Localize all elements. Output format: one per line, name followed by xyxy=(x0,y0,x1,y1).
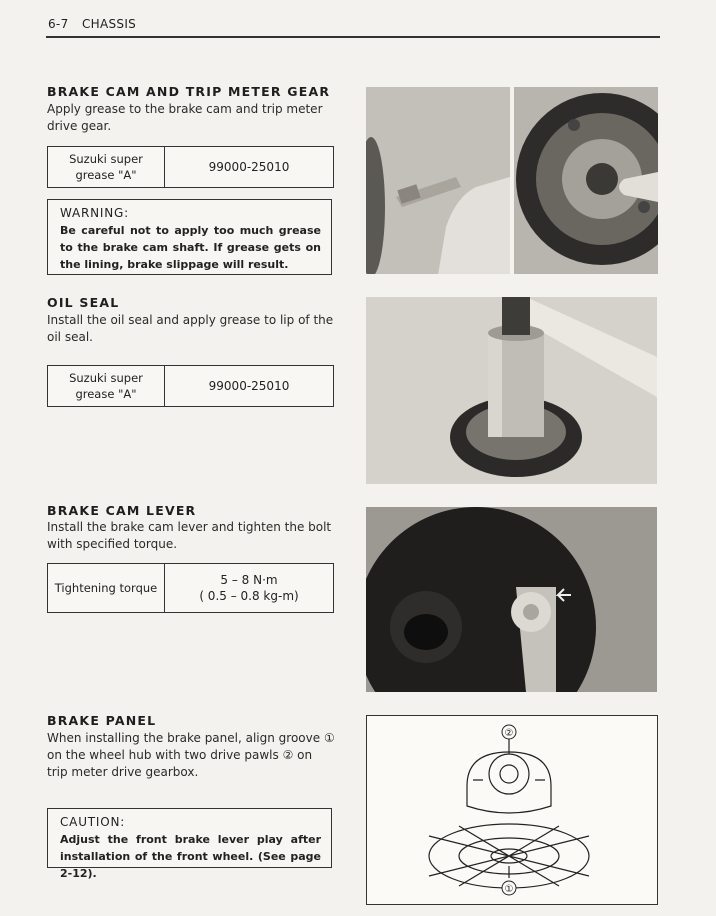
brake-panel-diagram xyxy=(366,715,658,905)
spec-label-line1: Suzuki super xyxy=(69,152,143,166)
brake-cam-text: Apply grease to the brake cam and trip meter drive gear. xyxy=(47,102,323,133)
oil-seal-grease-spec xyxy=(47,365,334,407)
spec-value xyxy=(165,564,333,612)
callout-1: ① xyxy=(504,884,514,895)
photo-trip-meter-gear xyxy=(514,87,658,274)
page-number: 6-7 xyxy=(48,17,69,31)
photo-cam-lever xyxy=(366,507,657,692)
spec-value: 99000-25010 xyxy=(208,379,290,393)
callout-2: ② xyxy=(504,728,514,739)
caution-title: CAUTION: xyxy=(60,815,126,829)
cam-lever-text: Install the brake cam lever and tighten the bolt with specified torque. xyxy=(47,520,332,551)
torque-nm: 5 – 8 N·m xyxy=(220,573,278,587)
spec-value: 99000-25010 xyxy=(208,160,290,174)
brake-cam-heading: BRAKE CAM AND TRIP METER GEAR xyxy=(47,84,331,99)
spec-label-line2: grease "A" xyxy=(75,387,137,401)
page-header xyxy=(46,14,660,38)
section-title: CHASSIS xyxy=(82,17,137,31)
cam-lever-heading: BRAKE CAM LEVER xyxy=(47,503,197,518)
spec-label: Tightening torque xyxy=(48,564,165,612)
spec-label xyxy=(48,366,165,406)
caution-box xyxy=(47,808,332,880)
oil-seal-text: Install the oil seal and apply grease to lip of the oil seal. xyxy=(47,313,334,344)
brake-panel-text: When installing the brake panel, align groove ① on the wheel hub with two drive pawls ② on trip meter drive gearbox. xyxy=(47,731,335,779)
warning-text: Be careful not to apply too much grease to the brake cam shaft. If grease gets on the lining, brake slippage will result. xyxy=(60,224,321,271)
spec-label-line2: grease "A" xyxy=(75,168,137,182)
torque-spec xyxy=(47,563,334,613)
caution-text: Adjust the front brake lever play after installation of the front wheel. (See page 2-12). xyxy=(60,833,321,880)
photo-brake-cam xyxy=(366,87,510,274)
oil-seal-heading: OIL SEAL xyxy=(47,295,120,310)
warning-box xyxy=(47,199,332,275)
brake-cam-grease-spec xyxy=(47,146,334,188)
torque-kgm: ( 0.5 – 0.8 kg-m) xyxy=(199,589,299,603)
spec-label xyxy=(48,147,165,187)
spec-label-line1: Suzuki super xyxy=(69,371,143,385)
brake-panel-heading: BRAKE PANEL xyxy=(47,713,157,728)
photo-oil-seal xyxy=(366,297,657,484)
warning-title: WARNING: xyxy=(60,206,129,220)
